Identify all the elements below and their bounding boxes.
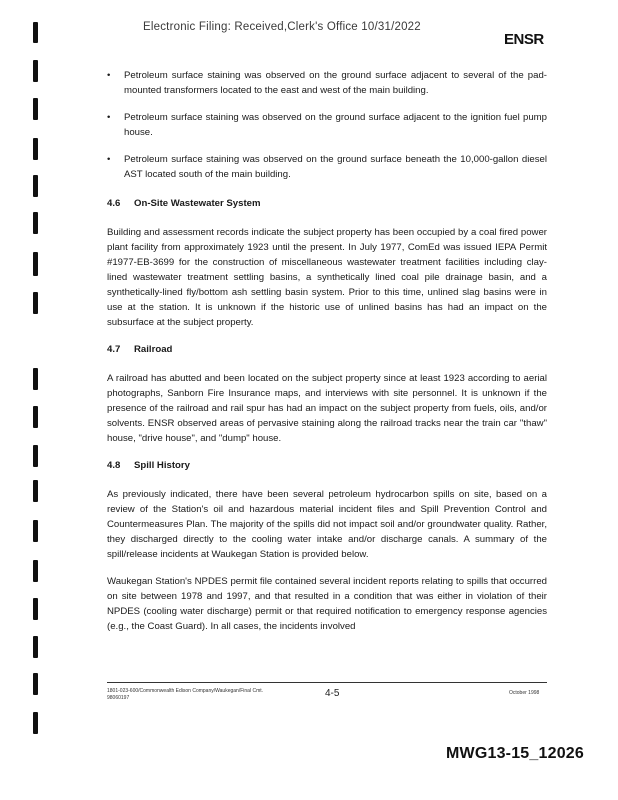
section-heading-wastewater [107, 196, 547, 211]
document-id-stamp: MWG13-15_12026 [446, 745, 584, 762]
binder-mark [33, 22, 38, 43]
observation-bullet-list [107, 68, 547, 182]
filing-stamp: Electronic Filing: Received,Clerk's Office 10/31/2022 [143, 21, 421, 33]
binder-mark [33, 480, 38, 502]
footer-divider [107, 682, 547, 683]
section-heading-railroad [107, 342, 547, 357]
binder-mark [33, 560, 38, 582]
bullet-dot: • [107, 154, 111, 165]
binder-mark [33, 406, 38, 428]
binder-mark [33, 712, 38, 734]
bullet-dot: • [107, 70, 111, 81]
binder-mark [33, 175, 38, 197]
binder-mark [33, 673, 38, 695]
bullet-text: Petroleum surface staining was observed on the ground surface adjacent to the ignition fuel pump house. [124, 112, 547, 138]
bullet-item [107, 68, 547, 98]
document-body [107, 68, 547, 646]
binder-mark [33, 368, 38, 390]
section-title: On-Site Wastewater System [134, 198, 261, 209]
section-heading-spill-history [107, 458, 547, 473]
section-number: 4.8 [107, 460, 121, 471]
section-number: 4.6 [107, 198, 121, 209]
bullet-item [107, 110, 547, 140]
footer-project-number: 98060197 [107, 695, 130, 701]
binder-mark [33, 98, 38, 120]
section-title: Railroad [134, 344, 173, 355]
binder-mark [33, 520, 38, 542]
binder-mark [33, 212, 38, 234]
section-paragraph: As previously indicated, there have been several petroleum hydrocarbon spills on site, based on a review of the Station's oil and hazardous material incident files and Spill Prevention Control and Countermeasures Plan. The majority of the spills did not impact soil and/or groundwater quality. Rather, they discharged directly to the cooling water intake and/or discharge canals. A summary of the spill/release incidents at Waukegan Station is provided below. [107, 489, 547, 560]
binder-mark [33, 292, 38, 314]
bullet-dot: • [107, 112, 111, 123]
bullet-text: Petroleum surface staining was observed on the ground surface adjacent to several of the pad-mounted transformers located to the east and west of the main building. [124, 70, 547, 96]
section-paragraph: Building and assessment records indicate the subject property has been occupied by a coal fired power plant facility from approximately 1923 until the present. In July 1977, ComEd was issued IEPA Permit #1977-EB-3699 for the construction of miscellaneous wastewater treatment facilities including clay-lined wastewater treatment settling basins, a synthetically lined coal pile drainage basin, and a synthetically-lined fly/bottom ash settling basin system. Prior to this time, unlined slag basins were in use at the station. It is unknown if the historic use of unlined basins has had an impact on the subsurface at the subject property. [107, 227, 547, 328]
binder-mark [33, 60, 38, 82]
binder-mark [33, 445, 38, 467]
page-number: 4-5 [325, 688, 340, 699]
section-paragraph: A railroad has abutted and been located on the subject property since at least 1923 according to aerial photographs, Sanborn Fire Insurance maps, and interviews with site personnel. It is unknown if the presence of the railroad and rail spur has had an impact on the subject property from fuels, oils, and/or solvents. ENSR observed areas of pervasive staining along the railroad tracks near the train car "thaw" house, "drive house", and "dump" house. [107, 373, 547, 444]
section-title: Spill History [134, 460, 190, 471]
section-number: 4.7 [107, 344, 121, 355]
binder-mark [33, 636, 38, 658]
ensr-logo: ENSR [504, 31, 544, 48]
binder-mark [33, 598, 38, 620]
bullet-text: Petroleum surface staining was observed on the ground surface beneath the 10,000-gallon diesel AST located south of the main building. [124, 154, 547, 180]
footer-date: October 1998 [509, 690, 540, 696]
footer-project-line: 1801-023-600/Commonwealth Edison Company/Waukegan/Final Cmt. [107, 688, 264, 694]
bullet-item [107, 152, 547, 182]
binder-mark [33, 252, 38, 276]
binder-mark [33, 138, 38, 160]
footer-project-reference [107, 688, 263, 702]
section-paragraph: Waukegan Station's NPDES permit file contained several incident reports relating to spills that occurred on site between 1978 and 1997, and that resulted in a condition that was either in violation of their NPDES (cooling water discharge) permit or that required notification to emergency response agencies (e.g., the Coast Guard). In all cases, the incidents involved [107, 576, 547, 632]
